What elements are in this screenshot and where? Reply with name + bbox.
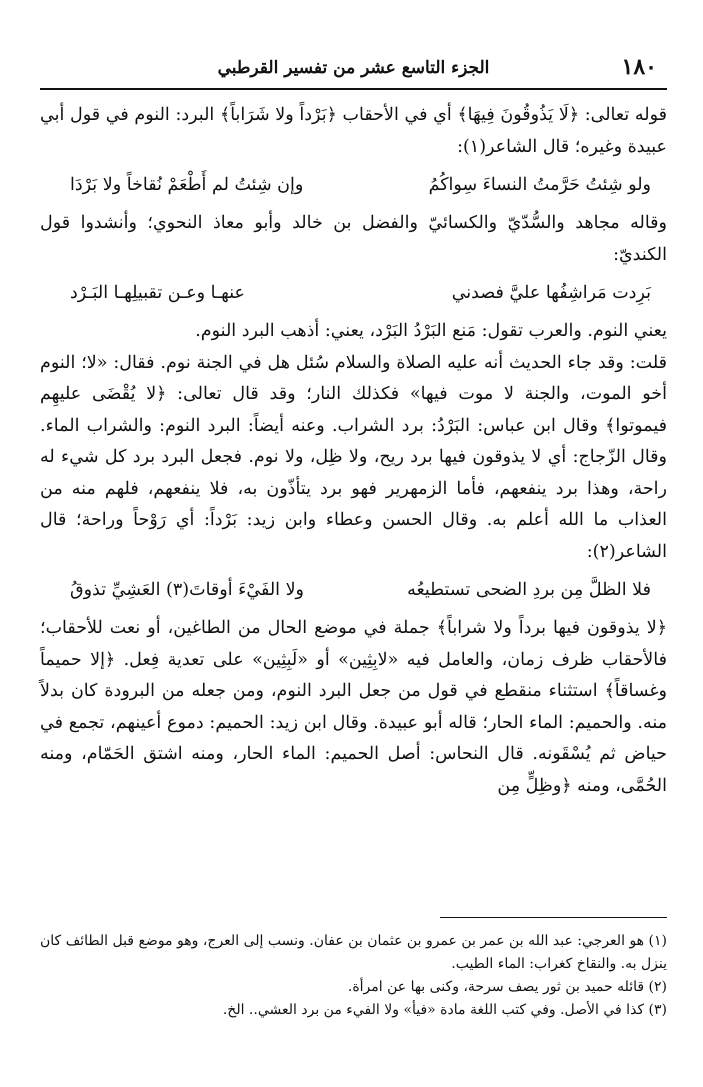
footnotes <box>40 930 667 1022</box>
verse-1 <box>40 163 667 208</box>
footnote-2: (٢) قائله حميد بن ثور يصف سرحة، وكنى بها عن امرأة. <box>347 979 667 995</box>
footnote-1: (١) هو العرجي: عبد الله بن عمر بن عمرو بن عثمان بن عفان. ونسب إلى العرج، وهو موضع قبل الطائف كان ينزل به. والنقاخ كغراب: الماء الطيب. <box>40 933 667 972</box>
page-header <box>40 48 667 88</box>
footnote-rule <box>440 917 667 918</box>
page-number: ١٨٠ <box>621 54 657 80</box>
paragraph-2: وقاله مجاهد والسُّدّيّ والكسائيّ والفضل بن خالد وأبو معاذ النحوي؛ وأنشدوا قول الكنديّ: <box>40 213 667 265</box>
verse-2-second-half: عنهـا وعـن تقبيلِهـا البَـرْد <box>70 283 245 303</box>
footnote-3: (٣) كذا في الأصل. وفي كتب اللغة مادة «فيأ» ولا الفيء من برد العشي.. الخ. <box>222 1002 667 1018</box>
verse-3-second-half: ولا الفَيْءَ أوقاتَ(٣) العَشِيِّ تذوقُ <box>70 580 305 600</box>
verse-1-first-half: ولو شِئتُ حَرَّمتُ النساءَ سِواكُمُ <box>428 175 651 195</box>
paragraph-5: ﴿لا يذوقون فيها برداً ولا شراباً﴾ جملة في موضع الحال من الطاغين، أو نعت للأحقاب؛ فالأحقاب ظرف زمان، والعامل فيه «لابِثِين» أو «لَبِثِين» على تعدية فِعل. ﴿إلا حميماً وغساقاً﴾ استثناء منقطع في قول من جعل البرد النوم، ومن جعله من البرودة كان بدلاً منه. والحميم: الماء الحار؛ قاله أبو عبيدة. وقال ابن زيد: الحميم: دموع أعينهم، تجمع في حياض ثم يُسْقَونه. قال النحاس: أصل الحميم: الماء الحار، ومنه اشتق الحَمّام، ومنه الحُمَّى، ومنه ﴿وظِلٍّ مِن <box>40 618 667 796</box>
paragraph-1: قوله تعالى: ﴿لَا يَذُوقُونَ فِيهَا﴾ أي في الأحقاب ﴿بَرْداً ولا شَرَاباً﴾ البرد: النوم في قول أبي عبيدة وغيره؛ قال الشاعر(١): <box>40 105 667 157</box>
paragraph-4: قلت: وقد جاء الحديث أنه عليه الصلاة والسلام سُئل هل في الجنة نوم. فقال: «لا؛ النوم أخو الموت، والجنة لا موت فيها» فكذلك النار؛ وقد قال تعالى: ﴿لا يُقْضَى عليهِم فيموتوا﴾ وقال ابن عباس: البَرْدُ: برد الشراب. وعنه أيضاً: البرد النوم: والشراب الماء. وقال الزّجاج: أي لا يذوقون فيها برد ريح، ولا ظِل، ولا نوم. فجعل البرد برد كل شيء له راحة، وهذا برد ينفعهم، فأما الزمهرير فهو برد يتأذّون به، فلا ينفعهم، فلهم منه من العذاب ما الله أعلم به. وقال الحسن وعطاء وابن زيد: بَرْداً: أي رَوْحاً وراحة؛ قال الشاعر(٢): <box>40 352 667 562</box>
verse-3-first-half: فلا الظلَّ مِن بردِ الضحى تستطيعُه <box>407 580 651 600</box>
verse-2 <box>40 271 667 316</box>
header-rule <box>40 88 667 90</box>
verse-3 <box>40 568 667 613</box>
verse-2-first-half: بَرِدت مَراشِفُها عليَّ فصدني <box>451 283 651 303</box>
verse-1-second-half: وإن شِئتُ لم أَطْعَمْ نُقاخاً ولا بَرْدَا <box>70 175 304 195</box>
paragraph-3: يعني النوم. والعرب تقول: مَنع البَرْدُ البَرْد، يعني: أذهب البرد النوم. <box>195 321 667 341</box>
main-text <box>40 100 667 802</box>
running-title: الجزء التاسع عشر من تفسير القرطبي <box>217 58 490 78</box>
